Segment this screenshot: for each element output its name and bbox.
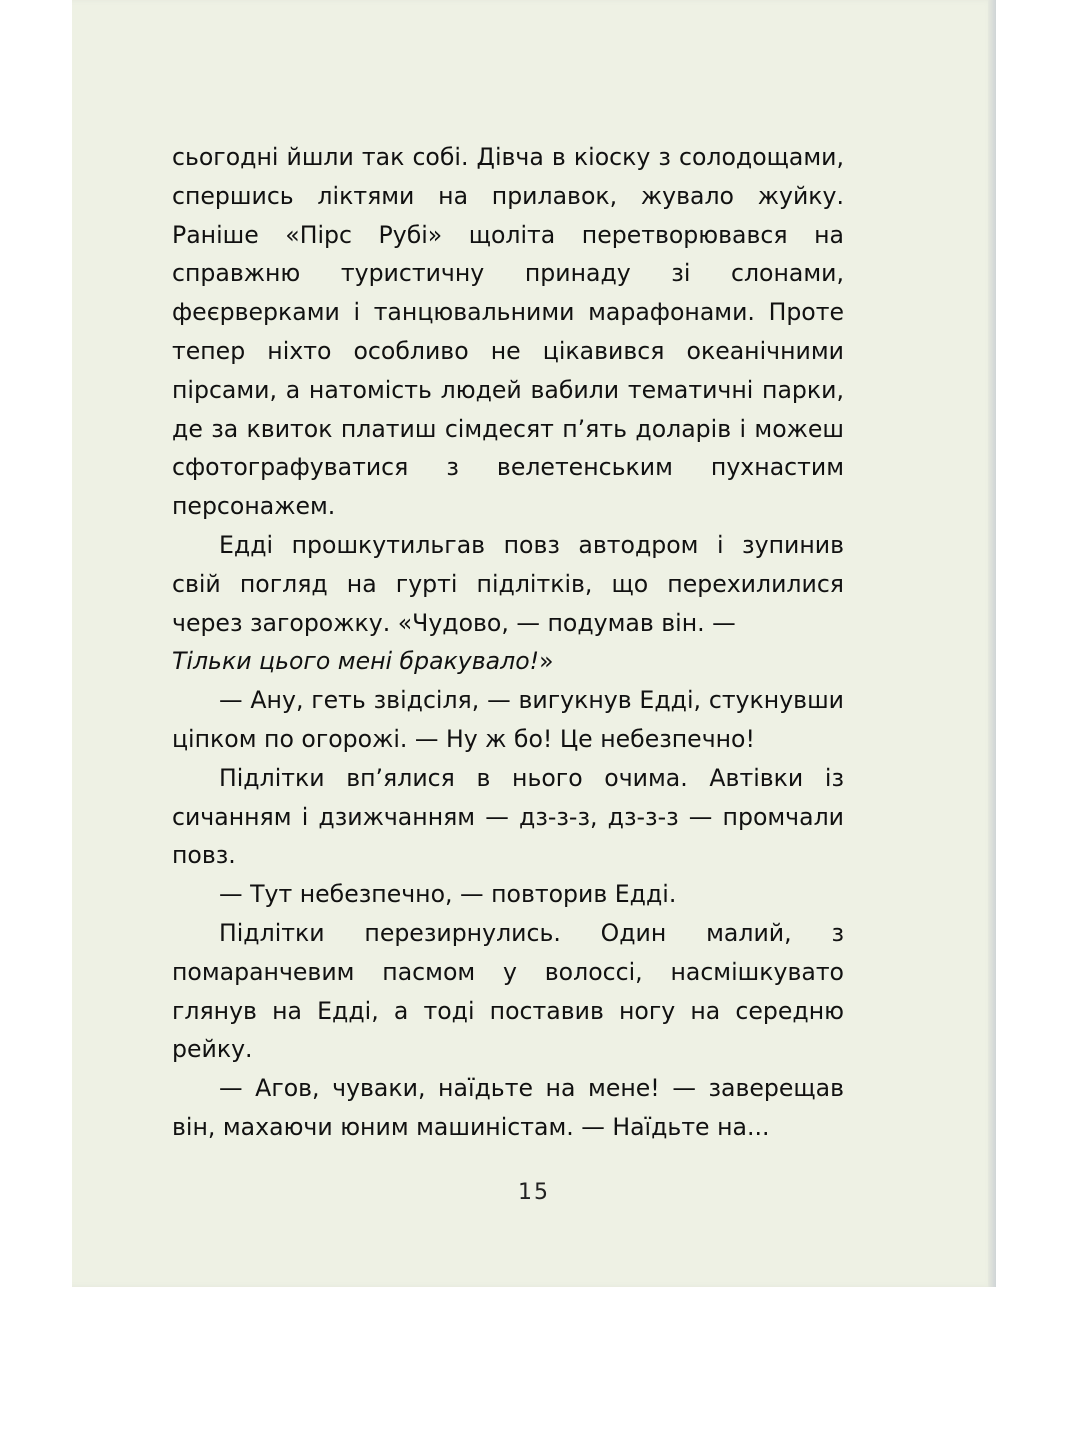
paragraph-2-text: Едді прошкутильгав повз автодром і зупинив свій погляд на гурті підлітків, що перехилилися через загорожку. «Чудово, — подумав він. —: [172, 530, 844, 637]
paragraph-4: Підлітки вп’ялися в нього очима. Автівки із сичанням і дзижчанням — дз-з-з, дз-з-з — промчали повз.: [172, 763, 844, 870]
book-page: [72, 0, 996, 1287]
page-edge-shadow: [988, 0, 996, 1287]
paragraph-2-italic: Тільки цього мені бракувало!: [172, 647, 540, 676]
page-number: 15: [518, 1180, 550, 1205]
paragraph-5: — Тут небезпечно, — повторив Едді.: [219, 880, 677, 909]
paragraph-3: — Ану, геть звідсіля, — вигукнув Едді, стукнувши ціпком по огорожі. — Ну ж бо! Це небезпечно!: [172, 686, 844, 753]
paragraph-1: сьогодні йшли так собі. Дівча в кіоску з солодощами, спершись ліктями на прилавок, жувало жуйку. Раніше «Пірс Рубі» щоліта перетворювався на справжню туристичну принаду зі слонами, феєрверками і танцювальними марафонами. Проте тепер ніхто особливо не цікавився океанічними пірсами, а натомість людей вабили тематичні парки, де за квиток платиш сімдесят п’ять доларів і можеш сфотографуватися з велетенським пухнастим персонажем.: [172, 143, 844, 521]
body-text: [172, 138, 844, 1147]
paragraph-7: — Агов, чуваки, наїдьте на мене! — заверещав він, махаючи юним машиністам. — Наїдьте на...: [172, 1074, 844, 1141]
paragraph-6: Підлітки перезирнулись. Один малий, з помаранчевим пасмом у волоссі, насмішкувато глянув на Едді, а тоді поставив ногу на середню рейку.: [172, 918, 844, 1064]
paragraph-2: [172, 526, 844, 681]
paragraph-2-closing-quote: »: [539, 647, 554, 676]
